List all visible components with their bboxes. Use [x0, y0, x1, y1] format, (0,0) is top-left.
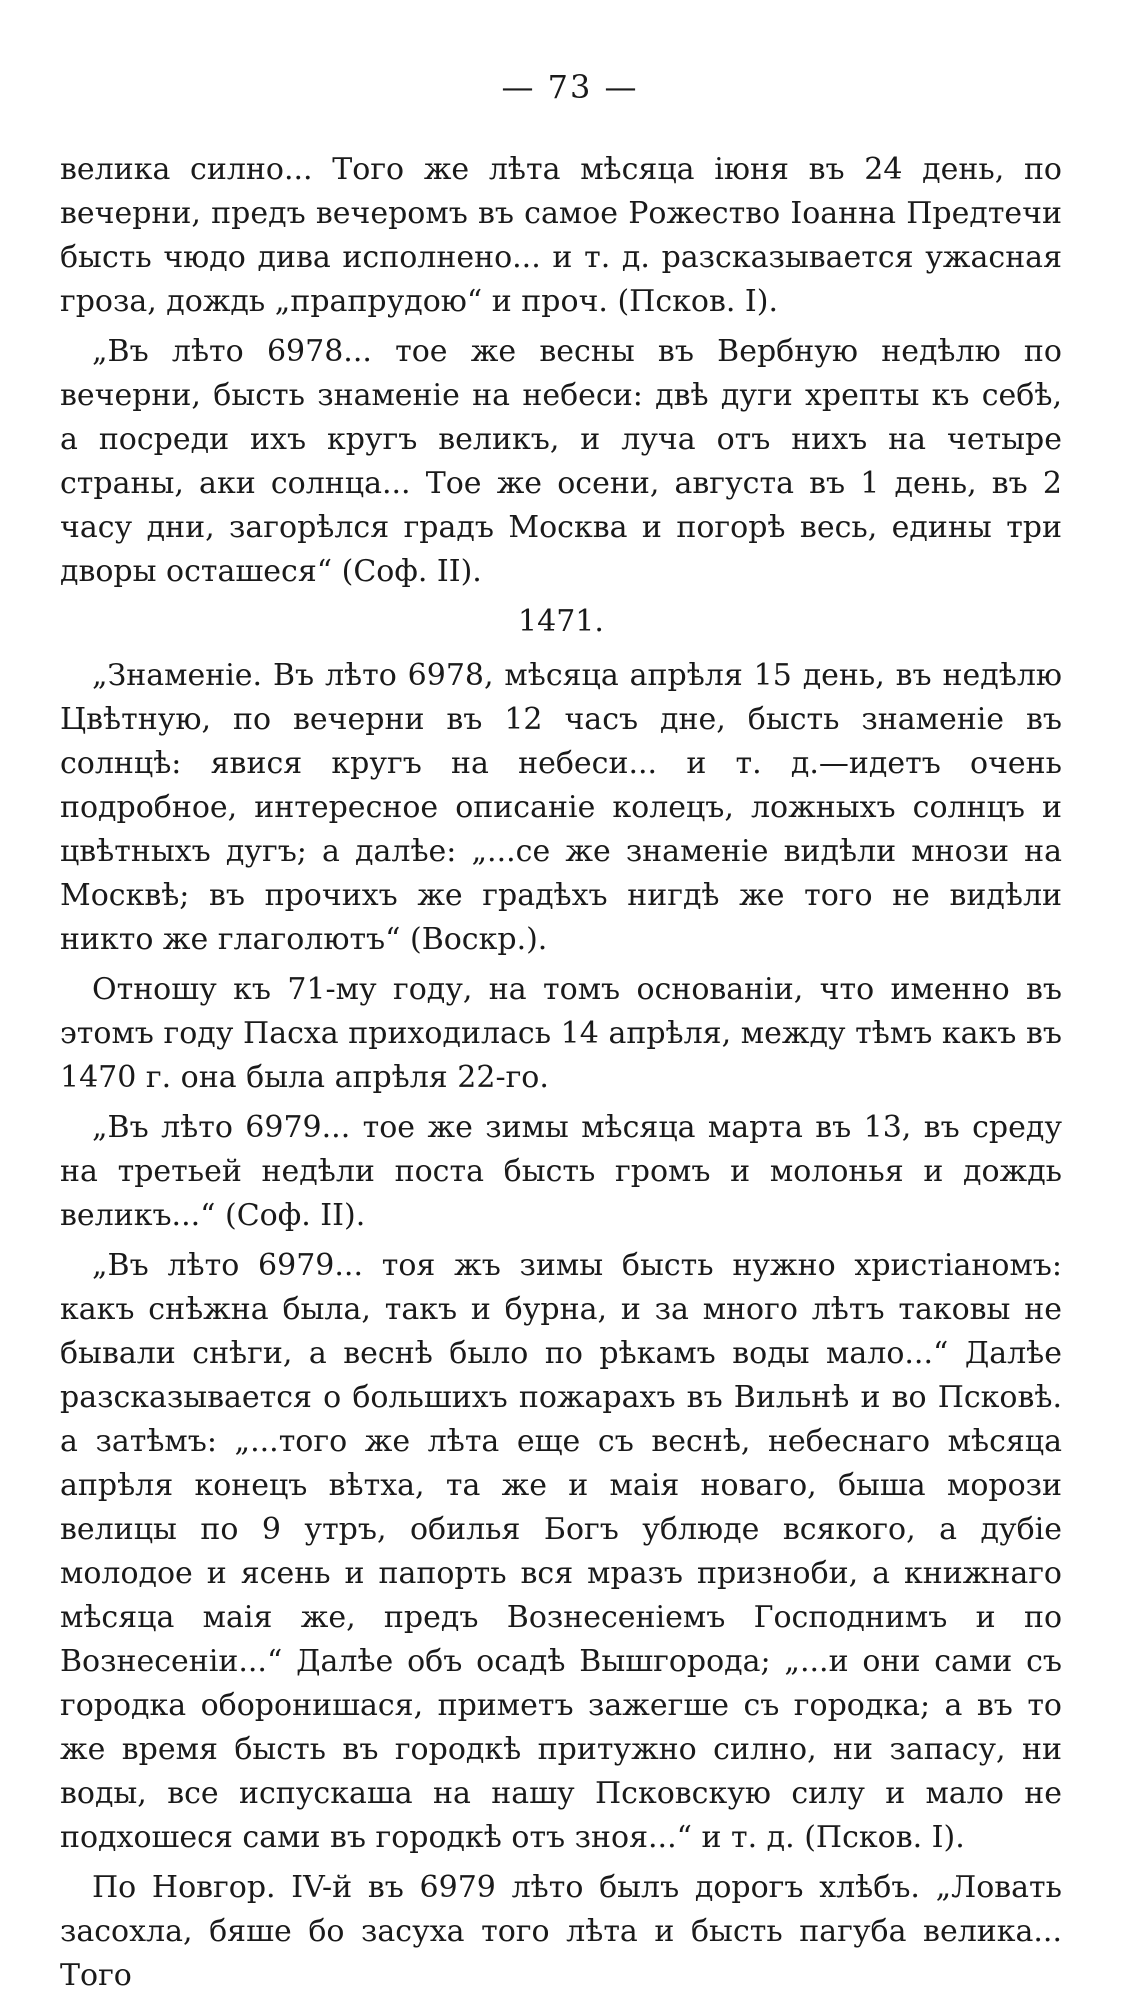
- paragraph-note-easter: Отношу къ 71-му году, на томъ основаніи, что именно въ этомъ году Пасха приходилась 14 апрѣля, между тѣмъ какъ въ 1470 г. она была апрѣля 22-го.: [60, 972, 1062, 1095]
- paragraph-quote-6979-thunder: „Въ лѣто 6979... тое же зимы мѣсяца марта въ 13, въ среду на третьей недѣли поста бысть громъ и молонья и дождь великъ...“ (Соф. II).: [60, 1110, 1062, 1233]
- year-heading: 1471.: [518, 604, 604, 639]
- paragraph-sign-6978: „Знаменіе. Въ лѣто 6978, мѣсяца апрѣля 15 день, въ недѣлю Цвѣтную, по вечерни въ 12 часъ дне, бысть знаменіе въ солнцѣ: явися кругъ на небеси... и т. д.—идетъ очень подробное, интересное описаніе колецъ, ложныхъ солнцъ и цвѣтныхъ дугъ; а далѣе: „...се же знаменіе видѣли мнози на Москвѣ; въ прочихъ же градѣхъ нигдѣ же того не видѣли никто же глаголютъ“ (Воскр.).: [60, 658, 1062, 957]
- main-text: [60, 148, 1062, 1998]
- paragraph-continuation: велика силно... Того же лѣта мѣсяца іюня въ 24 день, по вечерни, предъ вечеромъ въ самое Рожество Іоанна Предтечи бысть чюдо дива исполнено... и т. д. разсказывается ужасная гроза, дождь „прапрудою“ и проч. (Псков. I).: [60, 152, 1062, 319]
- page-number: — 73 —: [501, 68, 639, 106]
- paragraph-quote-6979-winter: „Въ лѣто 6979... тоя жъ зимы бысть нужно христіаномъ: какъ снѣжна была, такъ и бурна, и за много лѣтъ таковы не бывали снѣги, а веснѣ было по рѣкамъ воды мало...“ Далѣе разсказывается о большихъ пожарахъ въ Вильнѣ и во Псковѣ. а затѣмъ: „...того же лѣта еще съ веснѣ, небеснаго мѣсяца апрѣля конецъ вѣтха, та же и маія новаго, быша морози велицы по 9 утръ, обилья Богъ ублюде всякого, а дубіе молодое и ясень и папорть вся мразъ признoби, а книжнаго мѣсяца маія же, предъ Вознесеніемъ Господнимъ и по Вознесеніи...“ Далѣе объ осадѣ Вышгорода; „...и они сами съ городка оборонишася, приметъ зажегше съ городка; а въ то же время бысть въ городкѣ притужно силно, ни запасу, ни воды, все испускаша на нашу Псковскую силу и мало не подхошеся сами въ городкѣ отъ зноя...“ и т. д. (Псков. I).: [60, 1248, 1062, 1855]
- paragraph-quote-6978: „Въ лѣто 6978... тое же весны въ Вербную недѣлю по вечерни, бысть знаменіе на небеси: двѣ дуги хрепты къ себѣ, а посреди ихъ кругъ великъ, и луча отъ нихъ на четыре страны, аки солнца... Тое же осени, августа въ 1 день, въ 2 часу дни, загорѣлся градъ Москва и погорѣ весь, едины три дворы осташеся“ (Соф. II).: [60, 334, 1062, 589]
- paragraph-novgorod: По Новгор. IV-й въ 6979 лѣто былъ дорогъ хлѣбъ. „Ловать засохла, бяше бо засуха того лѣта и бысть пагуба велика... Того: [60, 1870, 1062, 1993]
